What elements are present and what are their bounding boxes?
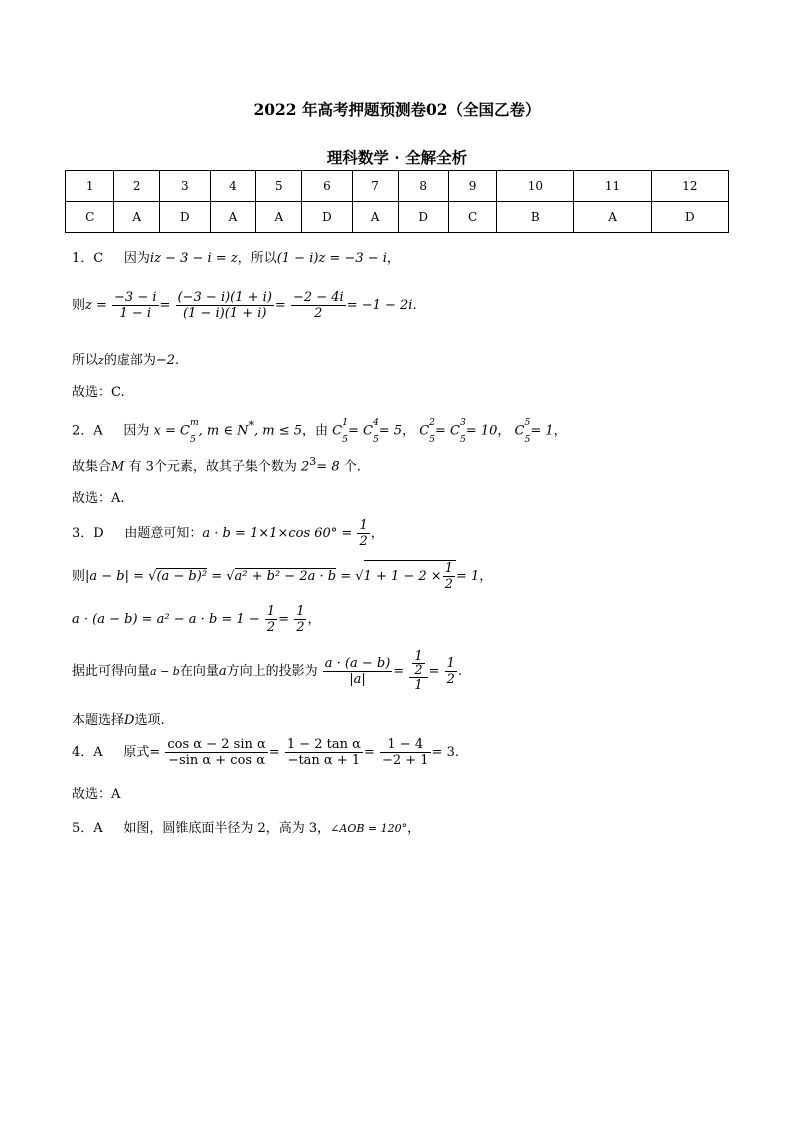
q1-text: ，所以 — [237, 251, 277, 266]
fraction-numerator: cos α − 2 sin α — [167, 737, 266, 752]
fraction-numerator: 1 — [446, 656, 455, 671]
answer-table — [65, 170, 729, 233]
q3-vector: a − b — [150, 665, 180, 678]
q3-line-2: 则|a − b| = √(a − b)² = √a² + b² − 2a · b = √1 + 1 − 2 × $\frac{1}{2}$ = 1， — [72, 561, 493, 592]
q2-equation: x = C — [153, 423, 190, 439]
answer-cell: C — [66, 202, 114, 233]
superscript: 3 — [309, 455, 317, 468]
answer-cell: C — [448, 202, 496, 233]
subscript: 5 — [524, 433, 531, 445]
q3-text: = — [340, 569, 352, 584]
q4-fraction — [380, 737, 431, 768]
q3-line-5 — [72, 709, 165, 728]
q3-text: ， — [307, 612, 321, 627]
q4-result: = 3. — [431, 745, 459, 760]
fraction-numerator: 1 — [266, 604, 276, 619]
q3-line-1 — [72, 518, 384, 549]
q1-value: −2 — [155, 353, 175, 368]
question-number-cell: 8 — [398, 171, 448, 202]
q2-text: 因为 — [123, 423, 150, 439]
q3-fraction — [265, 604, 277, 635]
fraction-numerator: a · (a − b) — [324, 656, 391, 671]
q2-text: 个. — [343, 459, 361, 475]
page-title: 2022 年高考押题预测卷02（全国乙卷） — [253, 100, 541, 119]
answer-cell: A — [256, 202, 302, 233]
q4-fraction — [285, 737, 363, 768]
subscript: 5 — [429, 433, 435, 445]
q1-text: 因为 — [123, 251, 150, 266]
q3-text: 本题选择 — [72, 713, 125, 728]
q3-text: . — [457, 664, 463, 679]
fraction-numerator: −2 − 4i — [292, 290, 344, 305]
q3-fraction — [323, 656, 393, 687]
q3-equation: a · (a − b) = a² − a · b = 1 − — [72, 612, 260, 627]
q3-text: 由题意可知： — [124, 526, 203, 541]
q2-answer: 故选：A. — [72, 491, 125, 506]
q1-fraction — [112, 290, 158, 321]
q5-label: 5．A — [72, 821, 103, 836]
answer-cell: B — [497, 202, 574, 233]
superscript: 3 — [459, 417, 466, 428]
answer-table-number-row — [66, 171, 729, 202]
answer-cell: A — [114, 202, 160, 233]
question-number-cell: 12 — [651, 171, 728, 202]
question-number-cell: 4 — [210, 171, 256, 202]
question-number-cell: 2 — [114, 171, 160, 202]
q4-label: 4．A — [72, 745, 103, 760]
fraction-denominator: −tan α + 1 — [287, 753, 361, 768]
q3-text: = — [211, 569, 223, 584]
q3-line-3 — [72, 604, 321, 635]
q4-fraction — [165, 737, 267, 768]
q3-equation: |a − b| = — [85, 569, 145, 584]
fraction-denominator: −2 + 1 — [381, 753, 429, 768]
answer-cell: D — [651, 202, 728, 233]
fraction-denominator: 2 — [414, 663, 423, 678]
q3-text: 据此可得向量 — [72, 664, 151, 679]
q2-equation: = C — [347, 423, 373, 439]
q1-answer: 故选：C. — [72, 385, 125, 400]
q2-text: 故集合 — [72, 459, 112, 475]
question-number-cell: 7 — [352, 171, 398, 202]
fraction-numerator: −3 − i — [114, 290, 157, 305]
q3-sqrt: 1 + 1 − 2 × — [363, 569, 442, 584]
q1-text: 所以 — [72, 353, 99, 368]
q3-variable: D — [124, 713, 135, 728]
q3-equation: = 1 — [455, 569, 480, 584]
q1-equation: iz − 3 − i = z — [149, 251, 238, 266]
q3-fraction — [443, 561, 455, 592]
q3-vector: a — [218, 664, 227, 679]
q1-line-3: 所以z的虚部为−2. — [72, 353, 180, 368]
q3-equation: a · b = 1×1×cos 60° = — [202, 526, 353, 541]
q2-variable: M — [111, 459, 125, 475]
q5-text: 如图，圆锥底面半径为 2，高为 3， — [123, 821, 331, 836]
q4-text: = — [268, 745, 280, 760]
question-number-cell: 1 — [66, 171, 114, 202]
fraction-denominator: |a| — [349, 672, 366, 687]
q3-text: = — [278, 612, 290, 627]
answer-cell: A — [352, 202, 398, 233]
q4-text: = — [363, 745, 375, 760]
q2-text: ， — [553, 423, 567, 439]
q3-fraction — [445, 656, 457, 687]
question-number-cell: 10 — [497, 171, 574, 202]
fraction-denominator: 2 — [314, 306, 323, 321]
fraction-numerator: 1 — [414, 649, 423, 664]
q2-equation: = 1 — [530, 423, 554, 439]
fraction-denominator: 2 — [296, 620, 305, 635]
subscript: 5 — [372, 433, 379, 445]
fraction-numerator: 1 — [296, 604, 305, 619]
question-number-cell: 3 — [160, 171, 210, 202]
q3-text: ， — [370, 526, 384, 541]
question-number-cell: 11 — [574, 171, 651, 202]
q2-equation: , m ≤ 5 — [253, 423, 303, 439]
superscript: 2 — [429, 417, 435, 428]
q3-text: = — [428, 664, 440, 679]
q3-fraction — [357, 518, 369, 549]
q5-text: ， — [407, 821, 421, 836]
q1-fraction — [176, 290, 274, 321]
q2-text: ， — [497, 423, 511, 439]
fraction-numerator: (−3 − i)(1 + i) — [177, 290, 272, 305]
answer-cell: D — [160, 202, 210, 233]
q3-fraction — [294, 604, 306, 635]
answer-cell: D — [398, 202, 448, 233]
q2-equation: = 5 — [378, 423, 403, 439]
q1-line-1 — [72, 247, 400, 266]
q2-text: 有 3个元素，故其子集个数为 — [128, 459, 297, 475]
q2-line-1: 2．A 因为 $x = C^m$ $_5$, m ∈ N*, m ≤ 5，由 $C^1$ $_5= C^4$ $_5$= 5， $C^2$ $_5= C^3$ $_5$= 10， $C^5$ $_5$= 1， — [72, 417, 567, 445]
fraction-numerator: 1 − 4 — [380, 737, 431, 753]
q2-label: 2．A — [72, 423, 103, 439]
q2-text: ，由 — [302, 423, 329, 439]
fraction-numerator: 1 — [444, 561, 453, 576]
fraction-denominator: 1 − i — [119, 306, 152, 321]
q2-equation: = C — [435, 423, 460, 439]
fraction-numerator: 1 − 2 tan α — [286, 737, 361, 752]
q2-equation: 2 — [301, 459, 310, 475]
answer-cell: D — [302, 202, 352, 233]
q3-text: = — [393, 664, 405, 679]
q2-equation: = 8 — [316, 459, 340, 475]
q4-answer: 故选：A — [72, 787, 121, 802]
q3-fraction — [409, 650, 427, 693]
superscript: 4 — [372, 417, 379, 428]
q3-sqrt: (a − b)² — [156, 569, 208, 584]
subscript: 5 — [459, 433, 466, 445]
q5-equation: ∠AOB = 120° — [330, 822, 408, 835]
q2-equation: = 10 — [465, 423, 498, 439]
fraction-denominator: 2 — [359, 534, 368, 549]
superscript: 1 — [342, 417, 348, 428]
q2-text: ， — [402, 423, 416, 439]
q3-line-4 — [72, 650, 462, 693]
fraction-denominator: −sin α + cos α — [168, 753, 265, 768]
q1-equation: (1 − i)z = −3 − i — [276, 251, 387, 266]
q3-text: 方向上的投影为 — [226, 664, 318, 679]
q3-label: 3．D — [72, 526, 104, 541]
superscript: * — [248, 419, 254, 433]
q3-sqrt: a² + b² − 2a · b — [234, 569, 337, 584]
q2-equation: , m ∈ N — [198, 423, 249, 439]
q4-line-1 — [72, 737, 459, 768]
question-number-cell: 6 — [302, 171, 352, 202]
superscript: 5 — [524, 417, 531, 428]
q1-text: 的虚部为 — [103, 353, 156, 368]
fraction-denominator: 2 — [446, 672, 455, 687]
fraction-denominator: 2 — [444, 577, 453, 592]
q1-equation: z = — [85, 298, 107, 313]
page-subtitle: 理科数学 · 全解全析 — [326, 148, 468, 167]
superscript: m — [189, 417, 199, 428]
q4-text: 原式= — [123, 745, 161, 760]
q3-text: 则 — [72, 569, 86, 584]
subscript: 5 — [342, 433, 348, 445]
fraction-denominator: 1 — [414, 678, 423, 693]
q2-line-2 — [72, 455, 361, 474]
subscript: 5 — [189, 433, 196, 445]
question-number-cell: 5 — [256, 171, 302, 202]
answer-table-answer-row — [66, 202, 729, 233]
q5-line-1 — [72, 817, 420, 836]
q3-text: ， — [479, 569, 493, 584]
q3-text: 选项. — [134, 713, 165, 728]
question-number-cell: 9 — [448, 171, 496, 202]
q3-text: 在向量 — [179, 664, 219, 679]
q1-line-2: 则z = $\frac{-3 - i}{1 - i}$ = $\frac{(-3 - i)(1 + i)}{(1 - i)(1 + i)}$ = $\frac{-2 - 4i}{2}$ = −1 − 2i. — [72, 290, 417, 321]
answer-cell: A — [210, 202, 256, 233]
q1-text: 则 — [72, 298, 86, 313]
fraction-denominator: 2 — [266, 620, 276, 635]
q1-variable: z — [98, 354, 104, 367]
q1-label: 1．C — [72, 251, 104, 266]
answer-cell: A — [574, 202, 651, 233]
fraction-numerator: 1 — [359, 518, 368, 533]
fraction-denominator: (1 − i)(1 + i) — [182, 306, 267, 321]
q1-text: ， — [386, 251, 400, 266]
q1-fraction — [291, 290, 346, 321]
q1-result: = −1 − 2i — [346, 298, 413, 313]
